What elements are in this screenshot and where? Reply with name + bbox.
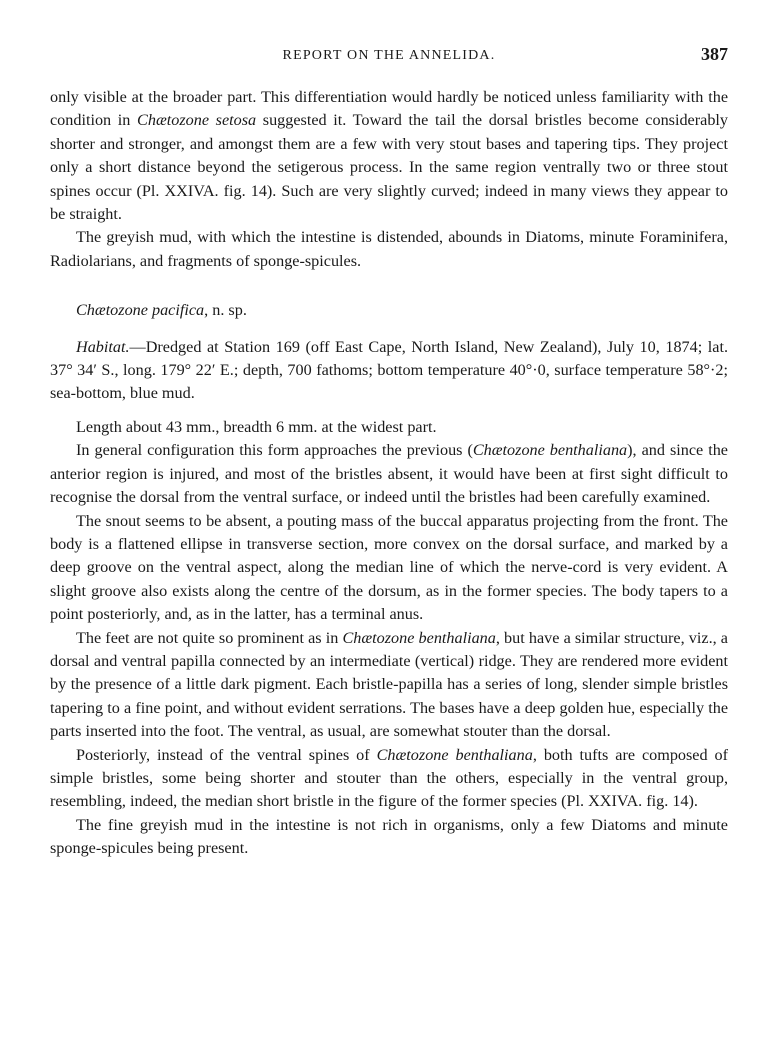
page-number: 387 <box>701 44 728 64</box>
paragraph-feet <box>50 627 728 744</box>
page <box>50 44 728 861</box>
species-heading <box>76 299 728 322</box>
text-run: The feet are not quite so prominent as in <box>76 628 343 647</box>
species-name: Chætozone benthaliana <box>376 745 533 764</box>
text-run: In general configuration this form approaches the previous ( <box>76 441 473 460</box>
running-header <box>50 44 728 70</box>
length-paragraph: Length about 43 mm., breadth 6 mm. at the widest part. <box>76 417 437 436</box>
habitat-paragraph <box>50 336 728 406</box>
paragraph-posterior <box>50 744 728 814</box>
species-heading-suffix: , n. sp. <box>204 301 247 320</box>
species-name: Chætozone benthaliana <box>472 441 628 460</box>
species-name: Chætozone benthaliana <box>342 628 496 647</box>
paragraph-intestine: The greyish mud, with which the intestine is distended, abounds in Diatoms, minute Foraminifera, Radiolarians, and fragments of sponge-spicules. <box>50 228 728 270</box>
text-run: suggested it. Toward the tail the dorsal bristles become considerably shorter and stronger, and amongst them are a few with very stout bases and tapering tips. They project only a short distance beyond the setigerous process. In the same region ventrally two or three stout spines occur (Pl. XXIVA. fig. 14). Such are very slightly curved; indeed in many views they appear to be straight. <box>50 111 729 224</box>
species-name: Chætozone setosa <box>137 111 257 130</box>
habitat-text: —Dredged at Station 169 (off East Cape, North Island, New Zealand), July 10, 1874; lat. 37° 34′ S., long. 179° 22′ E.; depth, 700 fathoms; bottom temperature 40°·0, surface temperature 58°·2; sea-bottom, blue mud. <box>50 337 728 403</box>
paragraph-continuation <box>50 86 728 226</box>
text-run: , both tufts are composed of simple bristles, some being shorter and stouter than the others, especially in the ventral group, resembling, indeed, the median short bristle in the figure of the former species (Pl. XXIVA. fig. 14). <box>50 745 729 811</box>
habitat-label: Habitat. <box>76 337 130 356</box>
paragraph-mud: The fine greyish mud in the intestine is not rich in organisms, only a few Diatoms and minute sponge-spicules being present. <box>50 815 728 858</box>
text-run: , but have a similar structure, viz., a dorsal and ventral papilla connected by an intermediate (vertical) ridge. They are rendered more evident by the presence of a little dark pigment. Each bristle-papilla has a series of long, slender simple bristles tapering to a fine point, and without evident serrations. The bases have a deep golden hue, especially the parts inserted into the foot. The ventral, as usual, are somewhat stouter than the dorsal. <box>50 628 728 741</box>
text-run: ), and since the anterior region is injured, and most of the bristles absent, it would have been at first sight difficult to recognise the dorsal from the ventral surface, or indeed until the bristles had been carefully examined. <box>50 441 728 507</box>
paragraph-snout: The snout seems to be absent, a pouting mass of the buccal apparatus projecting from the front. The body is a flattened ellipse in transverse section, more convex on the dorsal surface, and marked by a deep groove on the ventral aspect, along the median line of which the nerve-cord is very evident. A slight groove also exists along the centre of the dorsum, as in the former species. The body tapers to a point posteriorly, and, as in the latter, has a terminal anus. <box>50 511 728 624</box>
species-heading-name: Chætozone pacifica <box>76 301 205 320</box>
text-run: Posteriorly, instead of the ventral spines of <box>76 745 377 764</box>
text-run: only visible at the broader part. This differentiation would hardly be noticed unless familiarity with the condition in <box>50 88 728 130</box>
running-title: REPORT ON THE ANNELIDA. <box>282 48 496 63</box>
paragraph-configuration <box>50 439 728 509</box>
